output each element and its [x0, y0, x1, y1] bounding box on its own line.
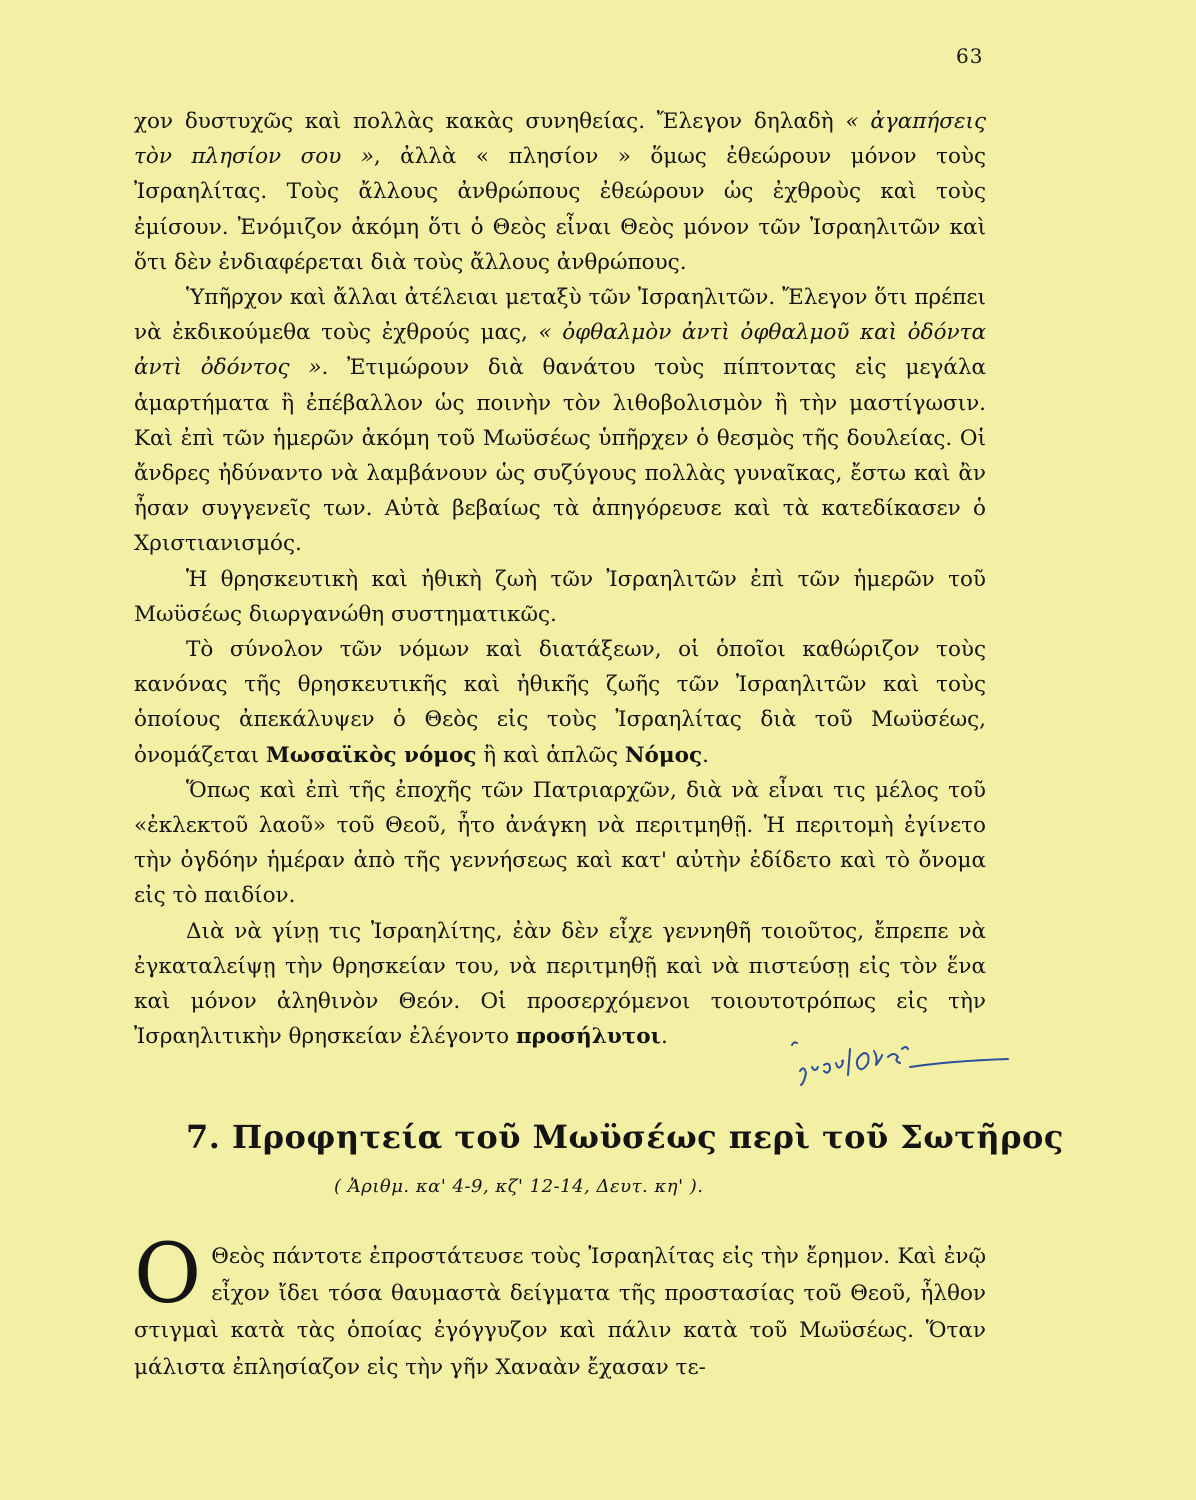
quote-love-neighbor: « ἀγαπήσεις τὸν πλησίον σου » [134, 109, 986, 170]
paragraph-1: χον δυστυχῶς καὶ πολλὰς κακὰς συνηθείας. Ἔλεγον δηλαδὴ « ἀγαπήσεις τὸν πλησίον σου », ἀλλὰ « πλησίον » ὅμως ἐθεώρουν μόνον τοὺς Ἰσραηλίτας. Τοὺς ἄλλους ἀνθρώπους ἐθεώρουν ὡς ἐχθροὺς καὶ τοὺς ἐμίσουν. Ἐνόμιζον ἀκόμη ὅτι ὁ Θεὸς εἶναι Θεὸς μόνον τῶν Ἰσραηλιτῶν καὶ ὅτι δὲν ἐνδιαφέρεται διὰ τοὺς ἄλλους ἀνθρώπους. [134, 109, 986, 275]
section-paragraph: Θεὸς πάντοτε ἐπροστάτευσε τοὺς Ἰσραηλίτας εἰς τὴν ἔρημον. Καὶ ἐνῷ εἶχον ἴδει τόσα θαυμαστὰ δείγματα τῆς προστασίας τοῦ Θεοῦ, ἦλθον στιγμαὶ κατὰ τὰς ὁποίας ἐγόγγυζον καὶ πάλιν κατὰ τοῦ Μωϋσέως. Ὅταν μάλιστα ἐπλησίαζον εἰς τὴν γῆν Χαναὰν ἔχασαν τε- [134, 1244, 986, 1380]
paragraph-2: Ὑπῆρχον καὶ ἄλλαι ἀτέλειαι μεταξὺ τῶν Ἰσραηλιτῶν. Ἔλεγον ὅτι πρέπει νὰ ἐκδικούμεθα τοὺς ἐχθρούς μας, « ὀφθαλμὸν ἀντὶ ὀφθαλμοῦ καὶ ὀδόντα ἀντὶ ὀδόντος ». Ἐτιμώρουν διὰ θανάτου τοὺς πίπτοντας εἰς μεγάλα ἁμαρτήματα ἢ ἐπέβαλλον ὡς ποινὴν τὸν λιθοβολισμὸν ἢ τὴν μαστίγωσιν. Καὶ ἐπὶ τῶν ἡμερῶν ἀκόμη τοῦ Μωϋσέως ὑπῆρχεν ὁ θεσμὸς τῆς δουλείας. Οἱ ἄνδρες ἠδύναντο νὰ λαμβάνουν ὡς συζύγους πολλὰς γυναῖκας, ἔστω καὶ ἂν ἦσαν συγγενεῖς των. Αὐτὰ βεβαίως τὰ ἀπηγόρευσε καὶ τὰ κατεδίκασεν ὁ Χριστιανισμός. [134, 285, 986, 557]
paragraph-3: Ἡ θρησκευτικὴ καὶ ἠθικὴ ζωὴ τῶν Ἰσραηλιτῶν ἐπὶ τῶν ἡμερῶν τοῦ Μωϋσέως διωργανώθη συστηματικῶς. [134, 566, 986, 627]
section-reference: ( Ἀριθμ. κα' 4-9, κζ' 12-14, Δευτ. κη' ). [334, 1176, 704, 1197]
paragraph-4: Τὸ σύνολον τῶν νόμων καὶ διατάξεων, οἱ ὁποῖοι καθώριζον τοὺς κανόνας τῆς θρησκευτικῆς καὶ ἠθικῆς ζωῆς τῶν Ἰσραηλιτῶν καὶ τοὺς ὁποίους ἀπεκάλυψεν ὁ Θεὸς εἰς τοὺς Ἰσραηλίτας διὰ τοῦ Μωϋσέως, ὀνομάζεται Μωσαϊκὸς νόμος ἢ καὶ ἁπλῶς Νόμος. [134, 637, 986, 768]
paragraph-6: Διὰ νὰ γίνῃ τις Ἰσραηλίτης, ἐὰν δὲν εἶχε γεννηθῆ τοιοῦτος, ἔπρεπε νὰ ἐγκαταλείψῃ τὴν θρησκείαν του, νὰ περιτμηθῇ καὶ νὰ πιστεύσῃ εἰς τὸν ἕνα καὶ μόνον ἀληθινὸν Θεόν. Οἱ προσερχόμενοι τοιουτοτρόπως εἰς τὴν Ἰσραηλιτικὴν θρησκείαν ἐλέγοντο προσήλυτοι. [134, 918, 986, 1050]
section-heading: 7. Προφητεία τοῦ Μωϋσέως περὶ τοῦ Σωτῆρος [186, 1118, 1064, 1156]
term-law: Νόμος [624, 742, 703, 768]
quote-eye-for-eye: « ὀφθαλμὸν ἀντὶ ὀφθαλμοῦ καὶ ὀδόντα ἀντὶ ὀδόντος » [134, 320, 986, 381]
section-text [134, 1227, 986, 1386]
body-text [134, 104, 986, 1054]
drop-cap: Ο [134, 1227, 202, 1322]
page-number: 63 [956, 44, 984, 68]
term-proselytes: προσήλυτοι [515, 1024, 661, 1050]
paragraph-5: Ὅπως καὶ ἐπὶ τῆς ἐποχῆς τῶν Πατριαρχῶν, διὰ νὰ εἶναι τις μέλος τοῦ «ἐκλεκτοῦ λαοῦ» τοῦ Θεοῦ, ἦτο ἀνάγκη νὰ περιτμηθῇ. Ἡ περιτομὴ ἐγίνετο τὴν ὀγδόην ἡμέραν ἀπὸ τῆς γεννήσεως καὶ κατ' αὐτὴν ἐδίδετο καὶ τὸ ὄνομα εἰς τὸ παιδίον. [134, 777, 986, 909]
term-mosaic-law: Μωσαϊκὸς νόμος [265, 742, 477, 768]
handwritten-annotation [790, 1027, 1010, 1097]
